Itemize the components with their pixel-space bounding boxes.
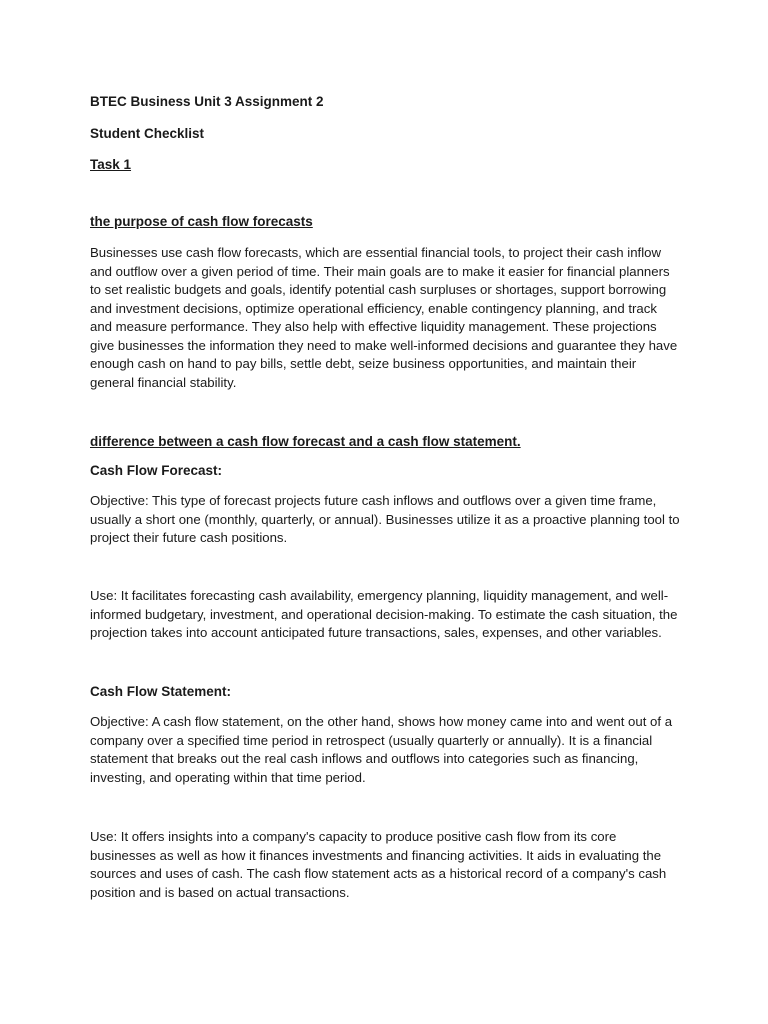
purpose-paragraph: Businesses use cash flow forecasts, which are essential financial tools, to project their cash inflow and outflow over a given period of time. Their main goals are to make it easier for financial planners to set realistic budgets and goals, identify potential cash surpluses or shortages, support borrowing and investment decisions, optimize operational efficiency, enable contingency planning, and track and measure performance. They also help with effective liquidity management. These projections give businesses the information they need to make well-informed decisions and guarantee they have enough cash on hand to pay bills, settle debt, seize business opportunities, and maintain their general financial stability. [90,245,678,390]
document-subtitle: Student Checklist [90,126,205,141]
task-heading: Task 1 [90,157,132,172]
forecast-label: Cash Flow Forecast: [90,463,223,478]
forecast-use-paragraph: Use: It facilitates forecasting cash availability, emergency planning, liquidity management, and well-informed budgetary, investment, and operational decision-making. To estimate the cash situation, the projection takes into account anticipated future transactions, sales, expenses, and other variables. [90,588,678,640]
document-title: BTEC Business Unit 3 Assignment 2 [90,94,324,109]
section-heading-difference: difference between a cash flow forecast and a cash flow statement. [90,434,521,449]
statement-label: Cash Flow Statement: [90,684,232,699]
statement-use-paragraph: Use: It offers insights into a company's capacity to produce positive cash flow from its core businesses as well as how it finances investments and financing activities. It aids in evaluating the sources and uses of cash. The cash flow statement acts as a historical record of a company's cash position and is based on actual transactions. [90,829,667,900]
forecast-objective-paragraph: Objective: This type of forecast projects future cash inflows and outflows over a given time frame, usually a short one (monthly, quarterly, or annual). Businesses utilize it as a proactive planning tool to project their future cash positions. [90,493,680,545]
section-heading-purpose: the purpose of cash flow forecasts [90,214,313,229]
statement-objective-paragraph: Objective: A cash flow statement, on the other hand, shows how money came into and went out of a company over a specified time period in retrospect (usually quarterly or annually). It is a financial statement that breaks out the real cash inflows and outflows into categories such as financing, investing, and operating within that time period. [90,714,673,785]
